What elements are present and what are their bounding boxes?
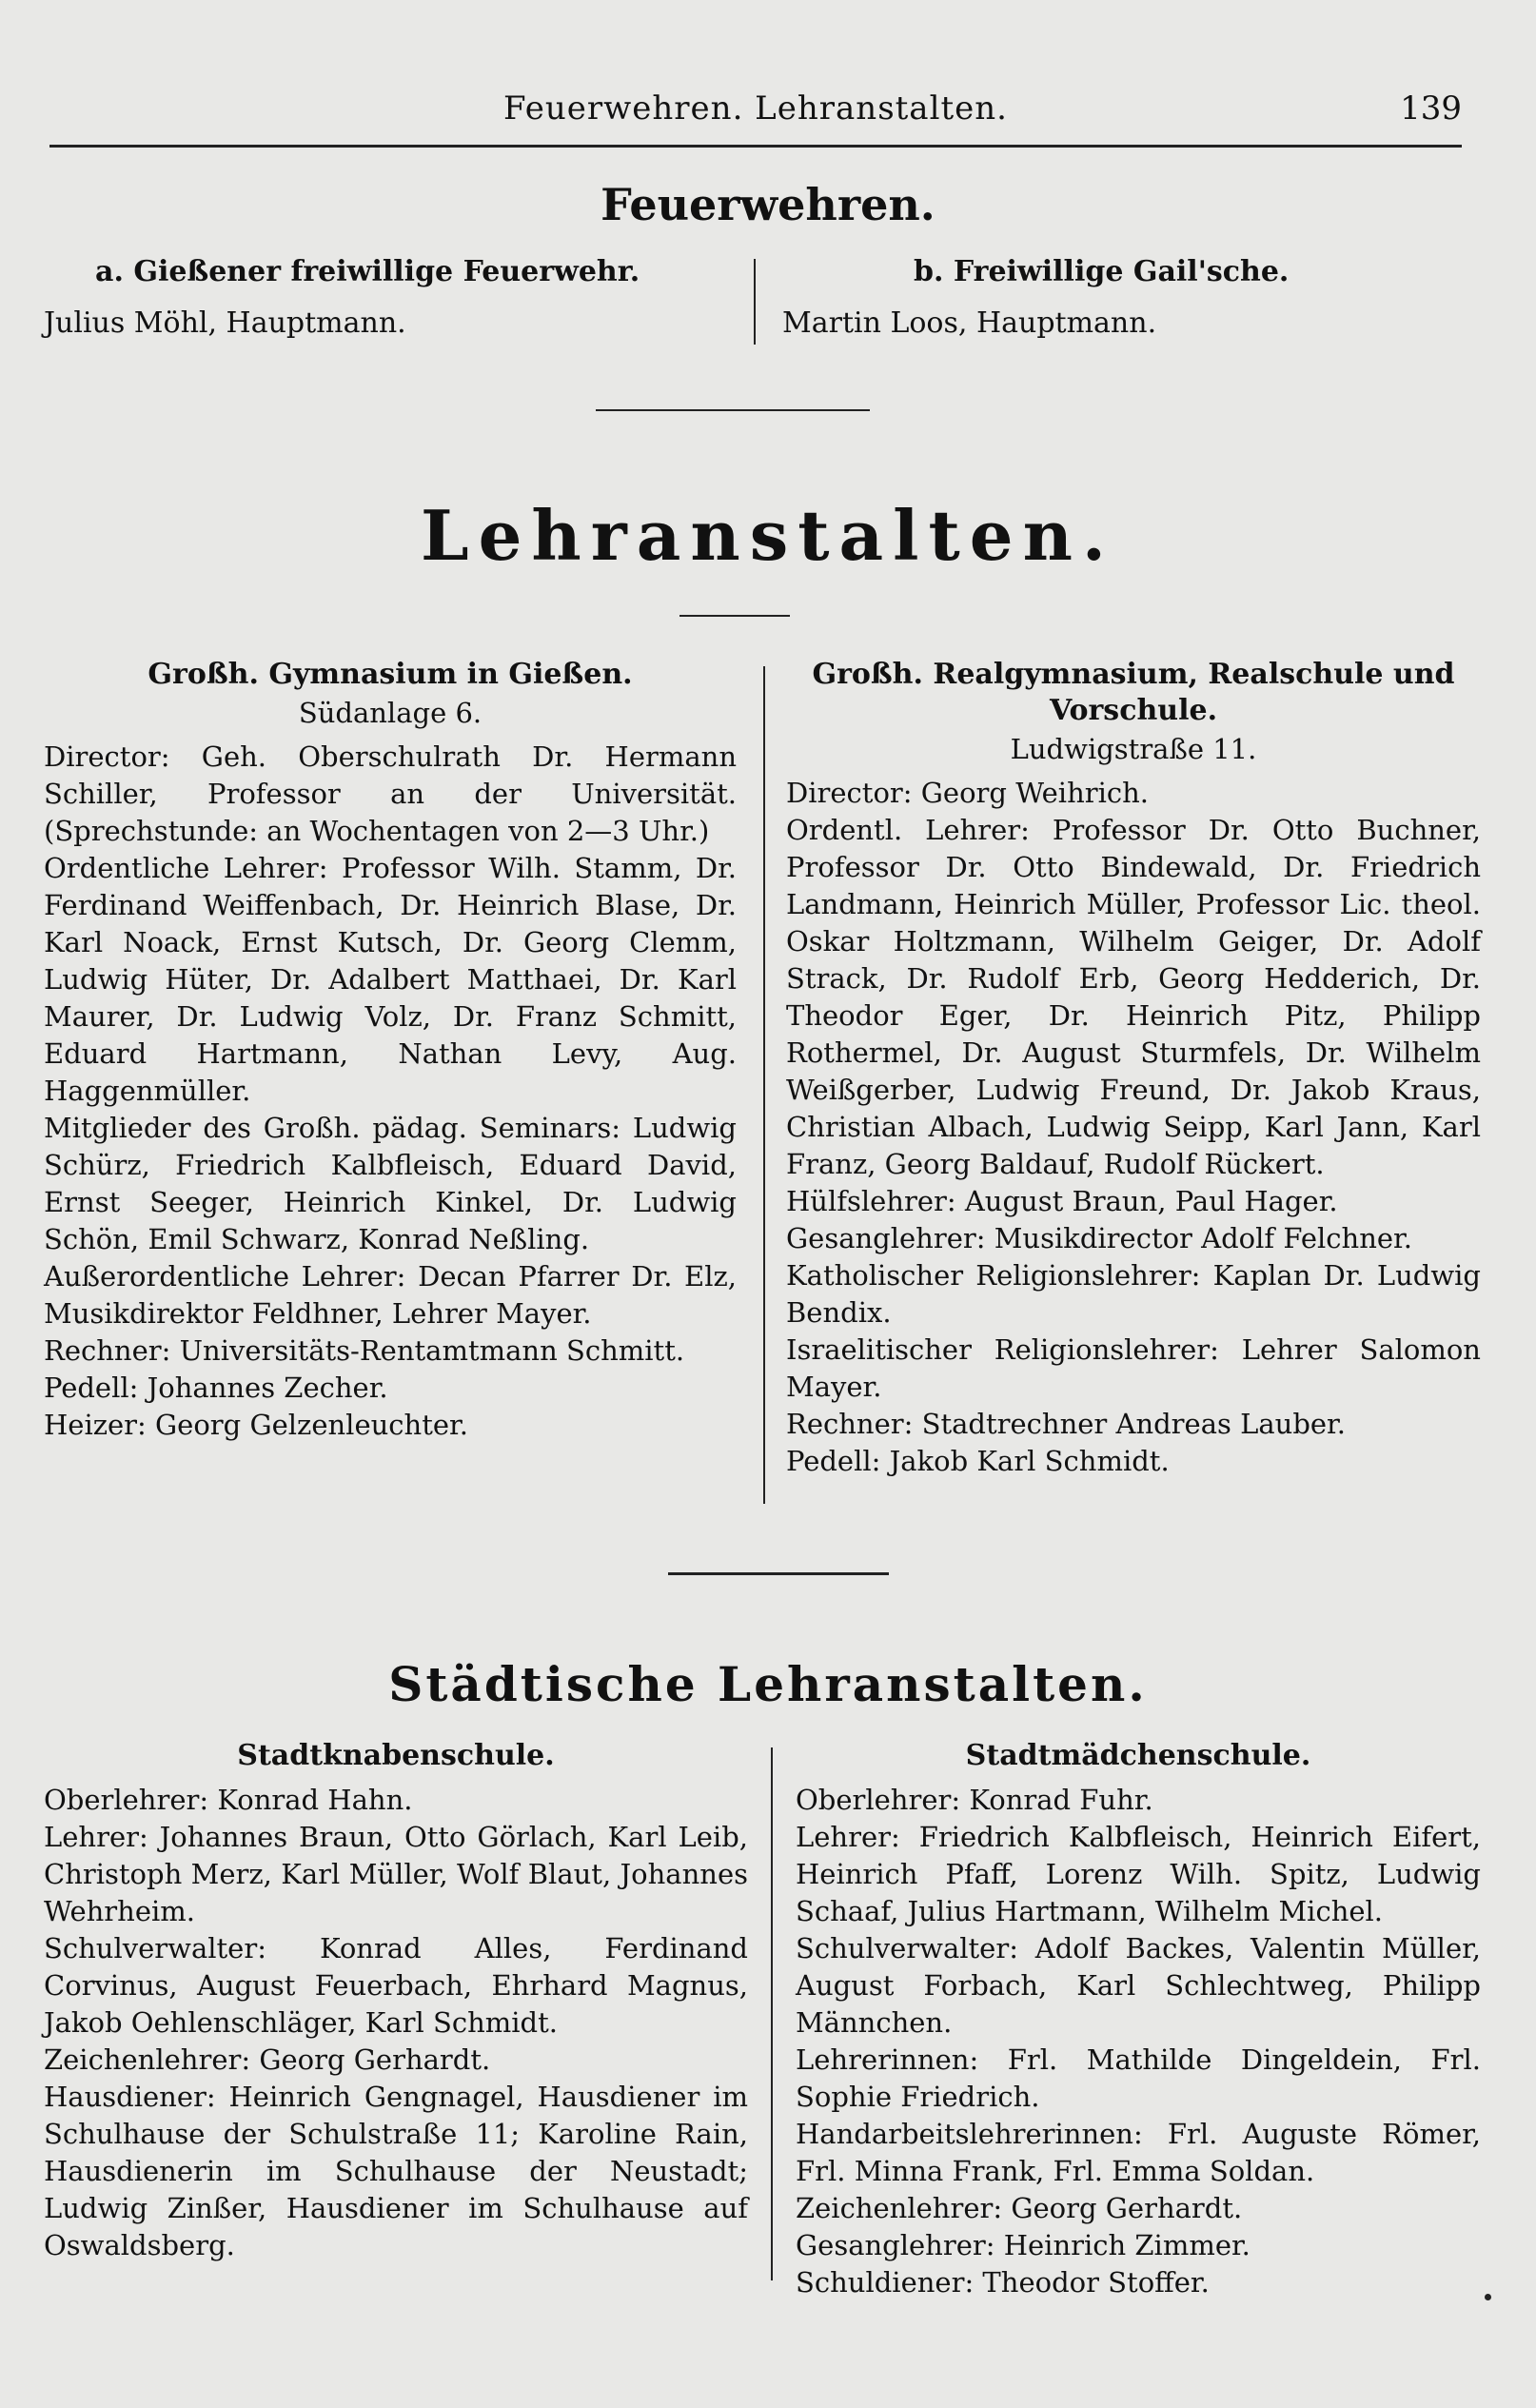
maedchen-entry: Zeichenlehrer: Georg Gerhardt. — [796, 2192, 1243, 2224]
maedchen-entry: Gesanglehrer: Heinrich Zimmer. — [796, 2229, 1250, 2261]
maedchenschule-title: Stadtmädchenschule. — [965, 1739, 1311, 1772]
gymnasium-title: Großh. Gymnasium in Gießen. — [148, 658, 633, 691]
maedchen-entry: Schuldiener: Theodor Stoffer. — [796, 2266, 1210, 2299]
real-entry: Rechner: Stadtrechner Andreas Lauber. — [786, 1408, 1346, 1440]
knaben-entry: Schulverwalter: Konrad Alles, Ferdinand Corvinus, August Feuerbach, Ehrhard Magnus, Jakob Oehlenschläger, Karl Schmidt. — [44, 1932, 748, 2039]
gym-entry: Rechner: Universitäts-Rentamtmann Schmitt. — [44, 1334, 685, 1367]
section-title-staedtische: Städtische Lehranstalten. — [388, 1656, 1148, 1712]
column-divider — [754, 259, 756, 345]
real-entry: Israelitischer Religionslehrer: Lehrer Salomon Mayer. — [786, 1333, 1481, 1403]
section-title-feuerwehren: Feuerwehren. — [601, 179, 935, 230]
knaben-entry: Zeichenlehrer: Georg Gerhardt. — [44, 2043, 491, 2076]
real-entry: Ordentl. Lehrer: Professor Dr. Otto Buchner, Professor Dr. Otto Bindewald, Dr. Friedrich Landmann, Heinrich Müller, Professor Lic. theol. Oskar Holtzmann, Wilhelm Geiger, Dr. Adolf Strack, Dr. Rudolf Erb, Georg Hedderich, Dr. Theodor Eger, Dr. Heinrich Pitz, Philipp Rothermel, Dr. August Sturmfels, Dr. Wilhelm Weißgerber, Ludwig Freund, Dr. Jakob Kraus, Christian Albach, Ludwig Seipp, Karl Jann, Karl Franz, Georg Baldauf, Rudolf Rückert. — [786, 814, 1481, 1180]
divider-rule-short — [679, 615, 790, 617]
real-entry: Hülfslehrer: August Braun, Paul Hager. — [786, 1185, 1338, 1217]
ink-speck — [1485, 2294, 1491, 2300]
running-head — [49, 88, 1462, 148]
page-number: 139 — [1400, 89, 1462, 128]
realgymnasium-title: Großh. Realgymnasium, Realschule und Vorschule. — [812, 658, 1455, 727]
knabenschule-column — [44, 1738, 748, 2264]
running-head-title: Feuerwehren. Lehranstalten. — [503, 89, 1008, 128]
real-entry: Pedell: Jakob Karl Schmidt. — [786, 1445, 1170, 1477]
maedchen-entry: Schulverwalter: Adolf Backes, Valentin Müller, August Forbach, Karl Schlechtweg, Philipp Männchen. — [796, 1932, 1481, 2039]
fw-a-text: Julius Möhl, Hauptmann. — [44, 306, 406, 340]
column-divider — [771, 1747, 773, 2280]
real-entry: Katholischer Religionslehrer: Kaplan Dr. Ludwig Bendix. — [786, 1259, 1481, 1329]
gymnasium-address: Südanlage 6. — [298, 697, 482, 729]
maedchen-entry: Handarbeitslehrerinnen: Frl. Auguste Römer, Frl. Minna Frank, Frl. Emma Soldan. — [796, 2118, 1481, 2187]
fw-a-title: a. Gießener freiwillige Feuerwehr. — [95, 255, 640, 288]
knaben-entry: Lehrer: Johannes Braun, Otto Görlach, Karl Leib, Christoph Merz, Karl Müller, Wolf Blaut, Johannes Wehrheim. — [44, 1821, 748, 1927]
divider-rule — [668, 1572, 889, 1575]
fw-b-title: b. Freiwillige Gail'sche. — [914, 255, 1290, 288]
realgymnasium-address: Ludwigstraße 11. — [1010, 733, 1257, 765]
knabenschule-title: Stadtknabenschule. — [237, 1739, 555, 1772]
knaben-entry: Oberlehrer: Konrad Hahn. — [44, 1784, 413, 1816]
maedchen-entry: Oberlehrer: Konrad Fuhr. — [796, 1784, 1153, 1816]
maedchen-entry: Lehrerinnen: Frl. Mathilde Dingeldein, Frl. Sophie Friedrich. — [796, 2043, 1481, 2113]
fw-b-text: Martin Loos, Hauptmann. — [782, 306, 1157, 340]
knaben-entry: Hausdiener: Heinrich Gengnagel, Hausdiener im Schulhause der Schulstraße 11; Karoline Rain, Hausdienerin im Schulhause der Neustadt; Ludwig Zinßer, Hausdiener im Schulhause auf Oswaldsberg. — [44, 2081, 748, 2261]
gym-entry: Heizer: Georg Gelzenleuchter. — [44, 1409, 468, 1441]
gym-entry: Pedell: Johannes Zecher. — [44, 1372, 388, 1404]
gym-entry: Mitglieder des Großh. pädag. Seminars: Ludwig Schürz, Friedrich Kalbfleisch, Eduard David, Ernst Seeger, Heinrich Kinkel, Dr. Ludwig Schön, Emil Schwarz, Konrad Neßling. — [44, 1112, 737, 1255]
real-entry: Gesanglehrer: Musikdirector Adolf Felchner. — [786, 1222, 1412, 1254]
gym-entry: Außerordentliche Lehrer: Decan Pfarrer Dr. Elz, Musikdirektor Feldhner, Lehrer Mayer. — [44, 1260, 737, 1330]
gymnasium-column — [44, 657, 737, 1444]
gym-entry: Director: Geh. Oberschulrath Dr. Hermann Schiller, Professor an der Universität. (Sprechstunde: an Wochentagen von 2—3 Uhr.) — [44, 740, 737, 847]
real-entry: Director: Georg Weihrich. — [786, 777, 1150, 809]
gym-entry: Ordentliche Lehrer: Professor Wilh. Stamm, Dr. Ferdinand Weiffenbach, Dr. Heinrich Blase, Dr. Karl Noack, Ernst Kutsch, Dr. Georg Clemm, Ludwig Hüter, Dr. Adalbert Matthaei, Dr. Karl Maurer, Dr. Ludwig Volz, Dr. Franz Schmitt, Eduard Hartmann, Nathan Levy, Aug. Haggenmüller. — [44, 852, 737, 1107]
divider-rule — [596, 409, 870, 411]
section-title-lehranstalten: Lehranstalten. — [421, 495, 1115, 576]
column-divider — [763, 666, 765, 1504]
realgymnasium-column — [786, 657, 1481, 1480]
maedchenschule-column — [796, 1738, 1481, 2301]
maedchen-entry: Lehrer: Friedrich Kalbfleisch, Heinrich Eifert, Heinrich Pfaff, Lorenz Wilh. Spitz, Ludwig Schaaf, Julius Hartmann, Wilhelm Michel. — [796, 1821, 1481, 1927]
